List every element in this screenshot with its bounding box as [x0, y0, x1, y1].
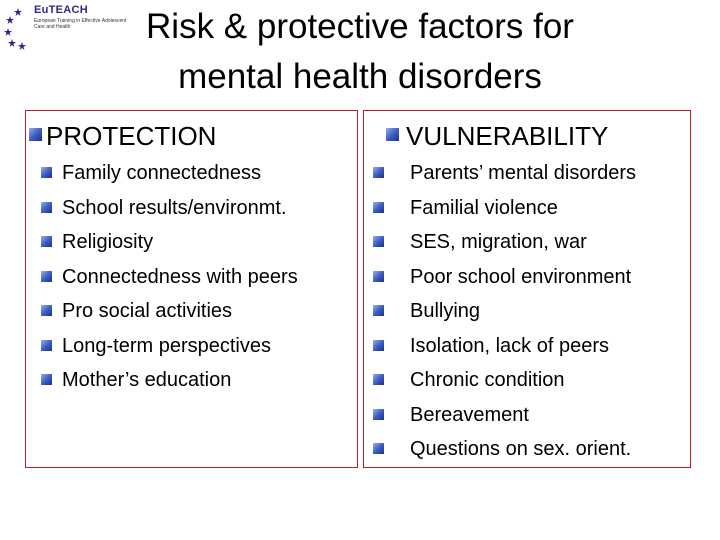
list-item-label: Questions on sex. orient.	[410, 438, 632, 460]
protection-heading: PROTECTION	[46, 121, 217, 151]
list-item-label: Bullying	[410, 300, 481, 322]
square-bullet-icon	[373, 236, 384, 247]
vulnerability-panel	[363, 110, 691, 468]
vulnerability-heading: VULNERABILITY	[406, 121, 609, 151]
eu-teach-logo	[4, 4, 127, 52]
square-bullet-icon	[373, 374, 384, 385]
logo-subtitle-line: European Training in Effective Adolescent	[34, 18, 127, 24]
square-bullet-icon	[373, 202, 384, 213]
list-item	[373, 403, 636, 438]
list-item	[373, 161, 636, 196]
list-item	[373, 368, 636, 403]
square-bullet-icon	[386, 128, 399, 141]
list-item	[41, 196, 298, 231]
square-bullet-icon	[373, 443, 384, 454]
square-bullet-icon	[41, 340, 52, 351]
title-line: mental health disorders	[178, 57, 542, 96]
square-bullet-icon	[41, 167, 52, 178]
logo-name: EuTEACH	[34, 4, 89, 16]
list-item-label: School results/environmt.	[62, 196, 287, 219]
list-item-label: Chronic condition	[410, 369, 565, 391]
square-bullet-icon	[41, 271, 52, 282]
list-item	[373, 334, 636, 369]
list-item	[41, 299, 298, 334]
square-bullet-icon	[41, 236, 52, 247]
list-item-label: Connectedness with peers	[62, 265, 298, 288]
list-item-label: Pro social activities	[62, 300, 233, 322]
protection-panel	[25, 110, 358, 468]
list-item-label: Poor school environment	[410, 265, 632, 288]
list-item-label: Familial violence	[410, 196, 558, 219]
list-item-label: Long-term perspectives	[62, 334, 271, 357]
vulnerability-list	[373, 161, 636, 472]
square-bullet-icon	[373, 305, 384, 316]
slide-title	[100, 2, 620, 102]
square-bullet-icon	[41, 305, 52, 316]
square-bullet-icon	[373, 271, 384, 282]
list-item	[373, 230, 636, 265]
list-item-label: Isolation, lack of peers	[410, 334, 609, 357]
stars-icon	[4, 4, 34, 52]
list-item-label: Parents’ mental disorders	[410, 162, 637, 184]
square-bullet-icon	[41, 374, 52, 385]
square-bullet-icon	[373, 167, 384, 178]
list-item-label: SES, migration, war	[410, 231, 587, 253]
list-item	[41, 265, 298, 300]
list-item	[373, 265, 636, 300]
list-item-label: Religiosity	[62, 231, 154, 253]
square-bullet-icon	[29, 128, 42, 141]
protection-list	[41, 161, 298, 403]
list-item-label: Family connectedness	[62, 162, 261, 184]
list-item	[41, 334, 298, 369]
list-item	[41, 230, 298, 265]
list-item	[41, 368, 298, 403]
list-item-label: Mother’s education	[62, 369, 232, 391]
list-item	[41, 161, 298, 196]
list-item	[373, 299, 636, 334]
square-bullet-icon	[373, 409, 384, 420]
title-line: Risk & protective factors for	[146, 7, 574, 46]
list-item	[373, 437, 636, 472]
square-bullet-icon	[41, 202, 52, 213]
logo-subtitle-line: Care and Health	[34, 24, 71, 30]
list-item	[373, 196, 636, 231]
list-item-label: Bereavement	[410, 403, 529, 426]
square-bullet-icon	[373, 340, 384, 351]
